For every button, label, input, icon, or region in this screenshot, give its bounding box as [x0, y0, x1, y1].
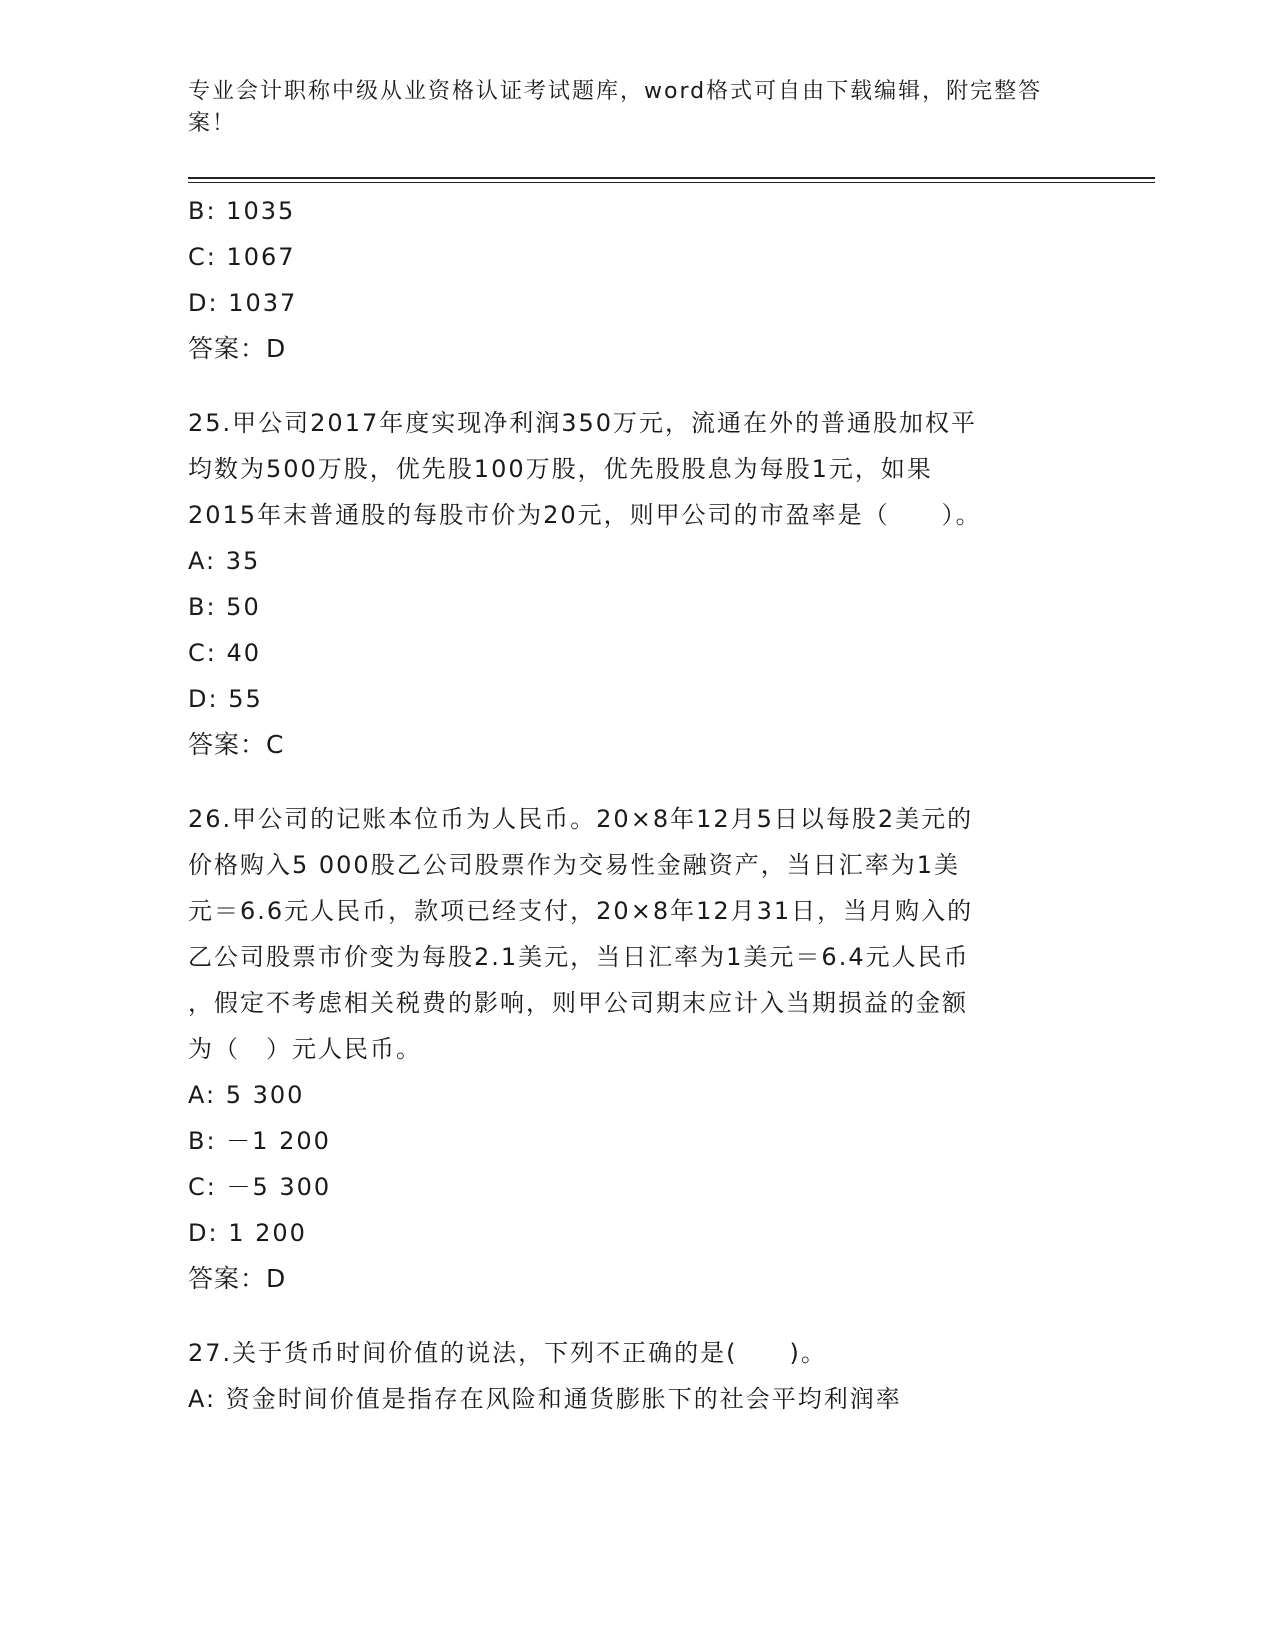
question-24-tail: [188, 188, 1088, 372]
option-d: D: 1037: [188, 289, 298, 317]
header-divider-thick: [188, 177, 1155, 179]
header-line-1: 专业会计职称中级从业资格认证考试题库，word格式可自由下载编辑，附完整答: [188, 79, 1043, 104]
question-stem-line: ，假定不考虑相关税费的影响，则甲公司期末应计入当期损益的金额: [188, 989, 968, 1017]
question-stem-line: 元＝6.6元人民币，款项已经支付，20×8年12月31日，当月购入的: [188, 897, 974, 925]
option-b: B: 50: [188, 593, 261, 621]
question-stem-line: 为（ ）元人民币。: [188, 1035, 422, 1063]
spacer: [188, 768, 1088, 796]
question-content: [188, 188, 1088, 1422]
option-a: A: 资金时间价值是指存在风险和通货膨胀下的社会平均利润率: [188, 1385, 902, 1413]
question-25: [188, 400, 1088, 768]
option-d: D: 1 200: [188, 1219, 307, 1247]
question-26: [188, 796, 1088, 1302]
option-a: A: 35: [188, 547, 261, 575]
answer: 答案：C: [188, 730, 285, 759]
question-stem-line: 乙公司股票市价变为每股2.1美元，当日汇率为1美元＝6.4元人民币: [188, 943, 970, 971]
question-stem-line: 26.甲公司的记账本位币为人民币。20×8年12月5日以每股2美元的: [188, 805, 974, 833]
option-c: C: －5 300: [188, 1173, 332, 1201]
question-stem-line: 均数为500万股，优先股100万股，优先股股息为每股1元，如果: [188, 455, 933, 483]
option-b: B: 1035: [188, 197, 296, 225]
question-stem-line: 25.甲公司2017年度实现净利润350万元，流通在外的普通股加权平: [188, 409, 978, 437]
question-27: [188, 1330, 1088, 1422]
spacer: [188, 1302, 1088, 1330]
option-a: A: 5 300: [188, 1081, 305, 1109]
answer: 答案：D: [188, 334, 287, 363]
option-c: C: 1067: [188, 243, 296, 271]
option-c: C: 40: [188, 639, 262, 667]
page-header: [188, 76, 1068, 140]
question-stem-line: 2015年末普通股的每股市价为20元，则甲公司的市盈率是（ ）。: [188, 501, 982, 529]
answer: 答案：D: [188, 1264, 287, 1293]
spacer: [188, 372, 1088, 400]
header-line-2: 案！: [188, 111, 237, 136]
question-stem-line: 价格购入5 000股乙公司股票作为交易性金融资产，当日汇率为1美: [188, 851, 960, 879]
option-b: B: －1 200: [188, 1127, 331, 1155]
question-stem-line: 27.关于货币时间价值的说法，下列不正确的是( )。: [188, 1339, 827, 1367]
option-d: D: 55: [188, 685, 263, 713]
header-divider-thin: [188, 182, 1155, 183]
